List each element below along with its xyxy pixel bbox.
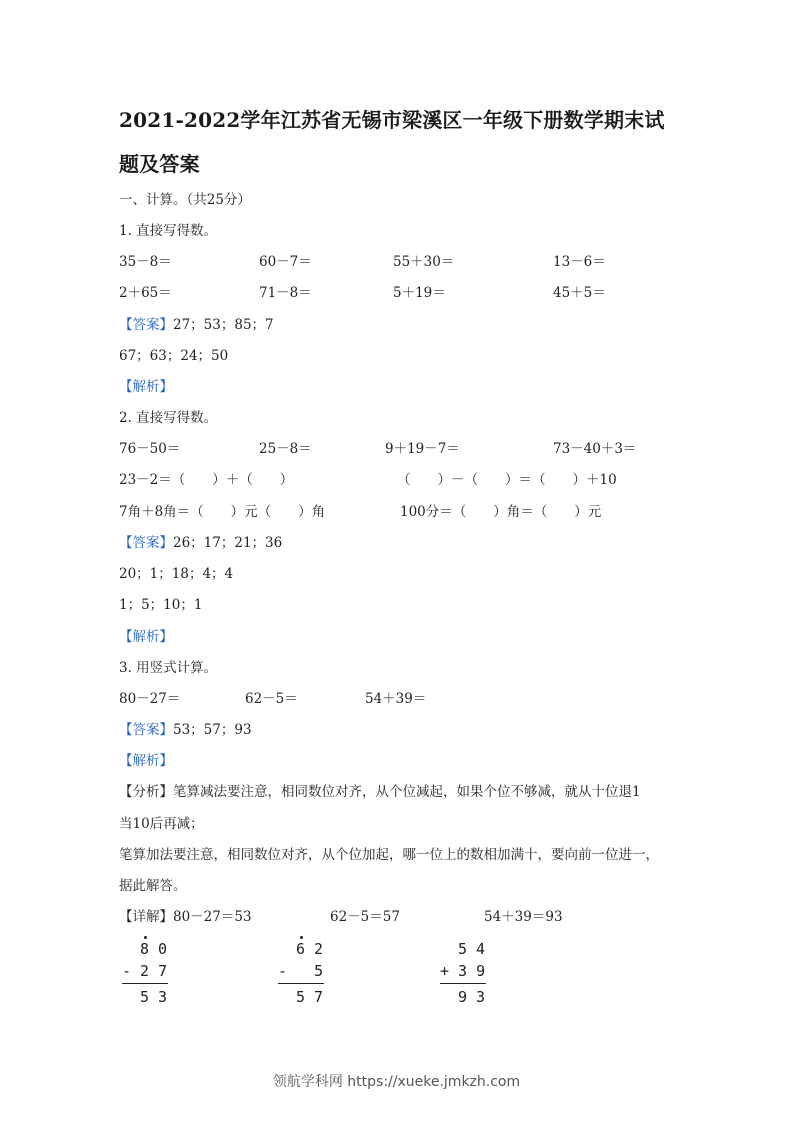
detail-tag: 【详解】 [119,909,173,925]
q1-item: 60－7＝ [259,254,312,270]
vertical-calc-2 [278,938,338,1008]
answer-text: 27；53；85；7 [173,317,274,333]
question-1-heading: 1. 直接写得数。 [119,223,218,239]
document-title-line2: 题及答案 [119,152,200,176]
q1-item: 2＋65＝ [119,285,172,301]
vertical-middle: - 2 7 [122,962,168,980]
q2-answer-line3: 1；5；10；1 [119,597,203,613]
answer-text: 26；17；21；36 [173,535,283,551]
q3-analysis-tag: 【解析】 [119,753,173,769]
vertical-middle: - 5 [278,962,324,980]
borrow-dot [144,936,147,939]
q2-answer [119,531,282,551]
answer-tag: 【答案】 [119,535,173,551]
q2-item: 76－50＝ [119,441,181,457]
borrow-dot [300,936,303,939]
q3-fenxi-line3: 笔算加法要注意，相同数位对齐，从个位加起，哪一位上的数相加满十，要向前一位进一， [119,847,659,863]
document-title-line1: 2021-2022学年江苏省无锡市梁溪区一年级下册数学期末试 [119,108,665,132]
question-3-heading: 3. 用竖式计算。 [119,660,218,676]
q3-item: 62－5＝ [245,691,298,707]
q3-item: 80－27＝ [119,691,181,707]
q2-answer-line2: 20；1；18；4；4 [119,566,234,582]
q1-answer [119,313,274,333]
detail-item: 80－27＝53 [173,909,252,925]
fenxi-tag: 【分析】 [119,784,173,800]
vertical-rule [440,983,486,984]
q1-item: 5＋19＝ [393,285,446,301]
q2-item: 23－2＝（ ）＋（ ） [119,472,294,488]
q2-item: 9＋19－7＝ [385,441,460,457]
q2-item: 100分＝（ ）角＝（ ）元 [400,504,602,520]
q1-analysis-tag: 【解析】 [119,379,173,395]
vertical-calc-1 [122,938,182,1008]
vertical-top: 8 0 [140,940,168,958]
q2-item: 25－8＝ [259,441,312,457]
vertical-calc-3 [440,938,500,1008]
vertical-top: 6 2 [296,940,324,958]
q3-fenxi-line4: 据此解答。 [119,878,187,894]
detail-item: 62－5＝57 [330,909,400,925]
vertical-top: 5 4 [458,940,486,958]
q3-fenxi [119,780,641,800]
q3-answer [119,718,252,738]
answer-text: 53；57；93 [173,722,252,738]
q2-item: 73－40＋3＝ [553,441,637,457]
answer-tag: 【答案】 [119,317,173,333]
vertical-result: 5 3 [140,988,168,1006]
q1-answer-line2: 67；63；24；50 [119,348,229,364]
q1-item: 71－8＝ [259,285,312,301]
vertical-result: 9 3 [458,988,486,1006]
q1-item: 55＋30＝ [393,254,455,270]
vertical-rule [122,983,168,984]
q1-item: 45＋5＝ [553,285,606,301]
question-2-heading: 2. 直接写得数。 [119,410,218,426]
q2-item: （ ）－（ ）＝（ ）＋10 [397,472,617,488]
q2-analysis-tag: 【解析】 [119,629,173,645]
q3-fenxi-line2: 当10后再减； [119,816,204,832]
q3-item: 54＋39＝ [365,691,427,707]
q1-item: 35－8＝ [119,254,172,270]
detail-item: 54＋39＝93 [484,909,563,925]
fenxi-text: 笔算减法要注意，相同数位对齐，从个位减起，如果个位不够减，就从十位退1 [173,784,641,800]
vertical-rule [278,983,324,984]
q3-detail [119,905,252,925]
answer-tag: 【答案】 [119,722,173,738]
vertical-middle: + 3 9 [440,962,486,980]
vertical-result: 5 7 [296,988,324,1006]
section-heading: 一、计算。（共25分） [119,192,251,208]
q1-item: 13－6＝ [553,254,606,270]
page-footer-watermark: 领航学科网 https://xueke.jmkzh.com [272,1074,521,1090]
q2-item: 7角＋8角＝（ ）元（ ）角 [119,504,326,520]
